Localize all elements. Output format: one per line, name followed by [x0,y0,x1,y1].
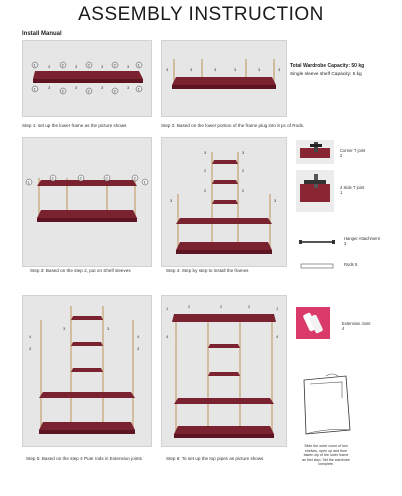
svg-text:3: 3 [137,346,140,351]
svg-text:4: 4 [137,334,140,339]
step5-image [22,295,152,447]
svg-text:1: 1 [137,62,140,68]
step3-image [22,137,152,267]
svg-text:2: 2 [79,175,82,181]
svg-text:3: 3 [274,198,277,203]
svg-text:3: 3 [101,85,104,90]
rods-label [344,262,400,267]
step6-image [161,295,287,447]
step2-caption: Step 2: Based on the lower portion of the frame plug into 8 pc of Rods. [161,123,305,128]
hanger-number: 3 [344,241,347,246]
corner-joint-number: 2 [340,153,343,158]
svg-text:1: 1 [143,179,146,185]
page-title: ASSEMBLY INSTRUCTION [78,4,324,25]
svg-text:2: 2 [248,304,251,309]
rods-text: Rods [344,262,354,267]
step1-caption: Step 1: set up the lower frame as the picture shows [22,123,127,128]
hanger-image [298,238,336,246]
svg-text:2: 2 [61,62,64,68]
svg-text:2: 2 [204,168,207,173]
svg-text:3: 3 [63,326,66,331]
svg-text:3: 3 [234,67,237,72]
extension-joint-image [296,307,330,339]
svg-text:2: 2 [220,304,223,309]
rods-image [300,262,334,270]
svg-text:3: 3 [48,64,51,69]
svg-text:2: 2 [113,62,116,68]
step4-caption: Step 4: Step by step to install the frames [166,268,249,273]
svg-text:3: 3 [48,85,51,90]
step3-caption: Step 3: Based on the step 2, put on Shelf sleeves [30,268,131,273]
side-joint-number: 1 [340,190,343,195]
svg-text:4: 4 [166,334,169,339]
svg-text:1: 1 [27,179,30,185]
svg-text:3: 3 [204,150,207,155]
svg-text:2: 2 [113,88,116,94]
svg-text:2: 2 [188,304,191,309]
corner-joint-text: Corner T joint [340,148,366,153]
total-capacity [290,62,400,71]
side-joint-label [340,185,400,195]
svg-text:1: 1 [33,86,36,92]
svg-text:3: 3 [75,85,78,90]
step4-image [161,137,287,267]
step2-image [161,40,287,117]
svg-text:3: 3 [278,67,281,72]
rods-number: 5 [354,262,358,267]
svg-text:1: 1 [33,62,36,68]
svg-text:4: 4 [276,334,279,339]
svg-text:2: 2 [204,188,207,193]
side-joint-text: 4 Side T joint [340,185,365,190]
svg-text:3: 3 [242,150,245,155]
svg-text:3: 3 [166,67,169,72]
svg-text:3: 3 [258,67,261,72]
svg-text:3: 3 [127,64,130,69]
extension-joint-text: Extension Joint [342,321,371,326]
extension-joint-number: 4 [342,326,345,331]
svg-text:1: 1 [276,306,279,311]
hanger-text: Hanger Attachment [344,236,380,241]
svg-text:2: 2 [105,175,108,181]
svg-text:2: 2 [242,188,245,193]
final-wardrobe-image [296,370,356,440]
corner-joint-label [340,148,400,158]
svg-text:3: 3 [170,198,173,203]
step6-caption: Step 6: To set up the top pipes as picture shows [166,456,264,461]
svg-text:3: 3 [214,67,217,72]
step5-caption: Step 5: Based on the step 4 Pute rods in Extension joints [26,456,142,461]
svg-text:3: 3 [190,67,193,72]
svg-text:3: 3 [107,326,110,331]
side-joint-image [296,170,334,212]
svg-text:2: 2 [87,62,90,68]
corner-joint-image [296,140,334,164]
hanger-label [344,236,400,246]
extension-joint-label [342,321,398,331]
svg-text:2: 2 [61,88,64,94]
svg-text:2: 2 [51,175,54,181]
svg-text:3: 3 [127,85,130,90]
svg-text:1: 1 [166,306,169,311]
svg-text:2: 2 [133,175,136,181]
final-step-note: Slide the outer cover of two shelves, open up and then fasten zip of the outer frame as first step. Set the wardrobe complete. [302,444,350,466]
svg-text:4: 4 [29,334,32,339]
svg-text:3: 3 [75,64,78,69]
shelf-capacity: Single sleeve shelf Capacity: 5 kg [290,72,362,77]
svg-text:3: 3 [101,64,104,69]
svg-text:2: 2 [87,88,90,94]
svg-text:1: 1 [137,86,140,92]
svg-text:2: 2 [242,168,245,173]
step1-image [22,40,152,117]
install-manual-label: Install Manual [22,31,62,37]
svg-text:3: 3 [29,346,32,351]
total-capacity-text: Total Wardrobe Capacity: 50 kg [290,63,365,69]
